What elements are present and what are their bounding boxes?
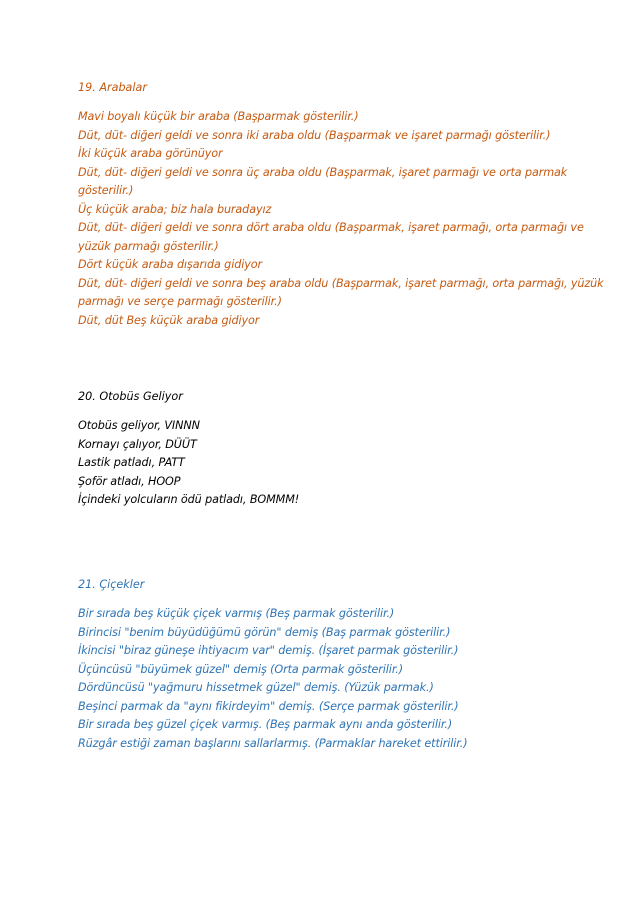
text-line: İki küçük araba görünüyor bbox=[78, 147, 223, 160]
text-line: Üçüncüsü "büyümek güzel" demiş (Orta parmak gösterilir.) bbox=[78, 662, 404, 676]
text-line: Kornayı çalıyor, DÜÜT bbox=[78, 437, 197, 451]
text-line: parmağı ve serçe parmağı gösterilir.) bbox=[78, 295, 282, 308]
text-line: Birincisi "benim büyüdüğümü görün" demiş (Baş parmak gösterilir.) bbox=[78, 625, 451, 639]
text-line: yüzük parmağı gösterilir.) bbox=[78, 239, 219, 253]
text-line: Lastik patladı, PATT bbox=[78, 456, 185, 469]
text-line: Üç küçük araba; biz hala buradayız bbox=[78, 202, 272, 216]
section-otobus-geliyor bbox=[78, 389, 598, 510]
section-arabalar bbox=[78, 80, 604, 330]
text-line: Otobüs geliyor, VINNN bbox=[78, 419, 200, 432]
text-line: Şoför atladı, HOOP bbox=[78, 474, 181, 488]
text-line: Düt, düt- diğeri geldi ve sonra dört araba oldu (Başparmak, işaret parmağı, orta parmağı ve bbox=[78, 221, 584, 234]
section-cicekler bbox=[78, 577, 598, 753]
section-body bbox=[78, 605, 598, 753]
text-line: İkincisi "biraz güneşe ihtiyacım var" demiş. (İşaret parmak gösterilir.) bbox=[78, 644, 459, 657]
text-line: Bir sırada beş güzel çiçek varmış. (Beş parmak aynı anda gösterilir.) bbox=[78, 718, 453, 731]
text-line: İçindeki yolcuların ödü patladı, BOMMM! bbox=[78, 493, 300, 506]
section-title: 19. Arabalar bbox=[78, 81, 147, 94]
section-title: 20. Otobüs Geliyor bbox=[78, 390, 183, 403]
text-line: Beşinci parmak da "aynı fikirdeyim" demiş. (Serçe parmak gösterilir.) bbox=[78, 699, 459, 713]
text-line: Dördüncüsü "yağmuru hissetmek güzel" demiş. (Yüzük parmak.) bbox=[78, 681, 434, 694]
text-line: Mavi boyalı küçük bir araba (Başparmak gösterilir.) bbox=[78, 110, 359, 123]
section-body bbox=[78, 108, 604, 330]
text-line: gösterilir.) bbox=[78, 184, 134, 197]
text-line: Düt, düt- diğeri geldi ve sonra beş araba oldu (Başparmak, işaret parmağı, orta parmağı, yüzük bbox=[78, 276, 604, 290]
text-line: Bir sırada beş küçük çiçek varmış (Beş parmak gösterilir.) bbox=[78, 607, 395, 620]
text-line: Düt, düt Beş küçük araba gidiyor bbox=[78, 313, 260, 327]
text-line: Dört küçük araba dışarıda gidiyor bbox=[78, 258, 262, 271]
section-title: 21. Çiçekler bbox=[78, 578, 145, 591]
section-body bbox=[78, 417, 598, 510]
text-line: Rüzgâr estiği zaman başlarını sallarlarmış. (Parmaklar hareket ettirilir.) bbox=[78, 736, 468, 750]
text-line: Düt, düt- diğeri geldi ve sonra üç araba oldu (Başparmak, işaret parmağı ve orta parmak bbox=[78, 165, 568, 179]
text-line: Düt, düt- diğeri geldi ve sonra iki araba oldu (Başparmak ve işaret parmağı gösterilir.) bbox=[78, 128, 551, 142]
